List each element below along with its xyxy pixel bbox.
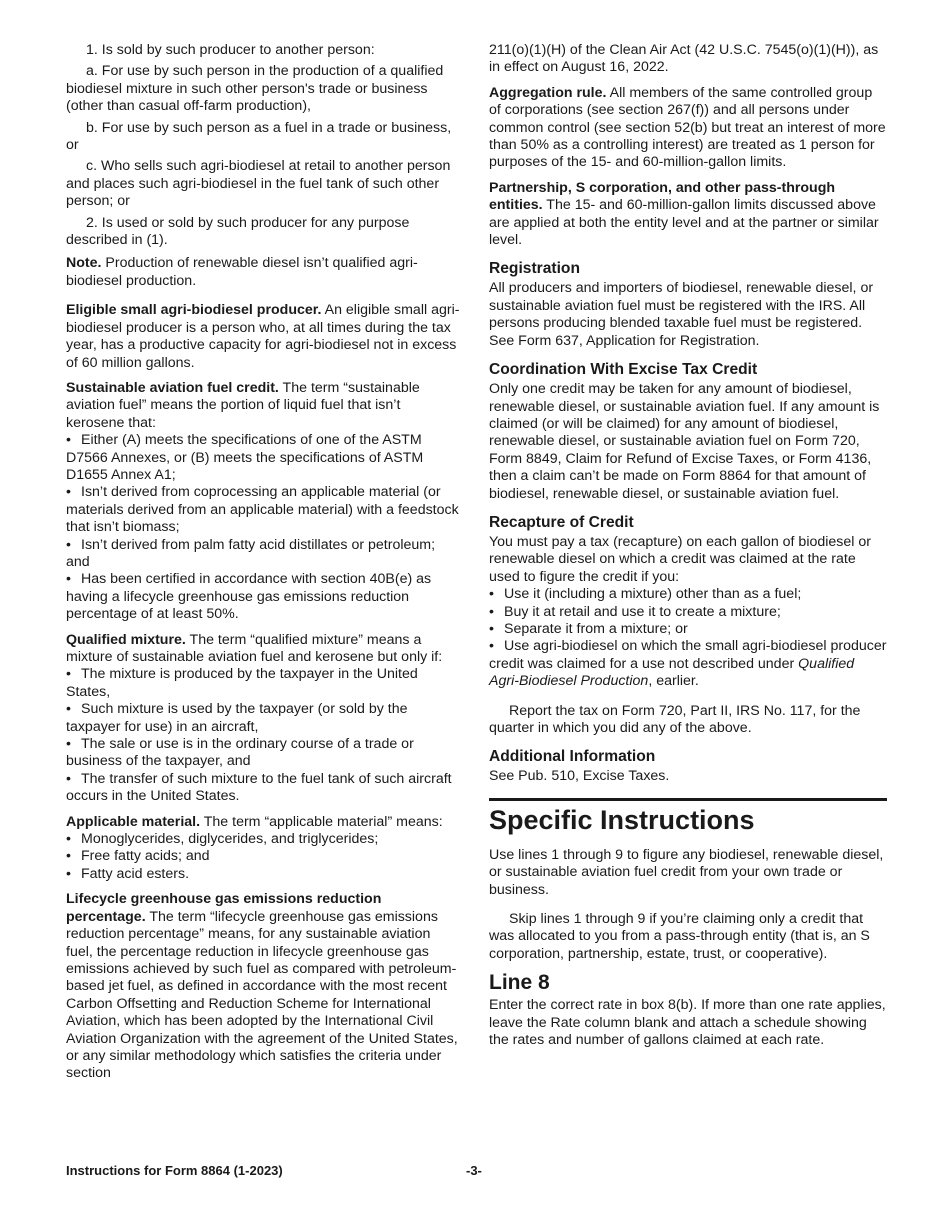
- cross-reference-italic: Qualified Agri-Biodiesel Production: [489, 655, 855, 690]
- list-item: • Either (A) meets the specifications of one of the ASTM D7566 Annexes, or (B) meets the specifications of ASTM D1655 Annex A1;: [66, 432, 424, 483]
- qualified-mixture-paragraph: [66, 632, 460, 667]
- additional-info-heading: Additional Information: [489, 748, 656, 766]
- saf-bullet-list: [66, 432, 460, 623]
- list-item-a: a. For use by such person in the production of a qualified biodiesel mixture in such other person's trade or business (other than casual off-farm production),: [66, 63, 444, 115]
- list-item: • Separate it from a mixture; or: [489, 620, 688, 637]
- bullet-icon: •: [66, 865, 71, 882]
- specific-instructions-heading: Specific Instructions: [489, 804, 755, 835]
- additional-info-paragraph: See Pub. 510, Excise Taxes.: [489, 768, 670, 785]
- partnership-text: The 15- and 60-million-gallon limits discussed above are applied at both the entity level and at the partner or similar level.: [489, 197, 879, 249]
- aggregation-label: Aggregation rule.: [489, 84, 607, 101]
- lifecycle-label: Lifecycle greenhouse gas emissions reduction percentage.: [66, 891, 382, 925]
- registration-heading: Registration: [489, 260, 580, 278]
- bullet-icon: •: [489, 620, 494, 637]
- bullet-icon: •: [66, 484, 71, 501]
- specific-instructions-paragraph-1: Use lines 1 through 9 to figure any biodiesel, renewable diesel, or sustainable aviation fuel credit from your own trade or business.: [489, 846, 884, 898]
- note-paragraph: [66, 255, 460, 290]
- aggregation-text: All members of the same controlled group of corporations (see section 267(f)) and all persons under common control (see section 52(b) but treat an interest of more than 50% as a controlling interest) are treated as 1 person for purposes of the 15- and 60-million-gallon limits.: [489, 84, 886, 171]
- saf-paragraph: [66, 380, 460, 432]
- recapture-bullet-list: [489, 586, 887, 690]
- bullet-icon: •: [66, 536, 71, 553]
- list-item: • Has been certified in accordance with section 40B(e) as having a lifecycle greenhouse gas emissions reduction percentage of at least 50%.: [66, 571, 432, 623]
- section-divider: [489, 798, 887, 801]
- list-item: • The transfer of such mixture to the fuel tank of such aircraft occurs in the United States.: [66, 770, 452, 805]
- note-label: Note.: [66, 255, 102, 272]
- bullet-icon: •: [66, 666, 71, 683]
- list-item: • Fatty acid esters.: [66, 865, 190, 882]
- recapture-heading: Recapture of Credit: [489, 513, 634, 531]
- partnership-paragraph: [489, 180, 887, 250]
- note-text: Production of renewable diesel isn’t qualified agri-biodiesel production.: [66, 255, 418, 289]
- specific-instructions-paragraph-2: Skip lines 1 through 9 if you’re claiming only a credit that was allocated to you from a pass-through entity (that is, an S corporation, partnership, estate, trust, or cooperative).: [489, 911, 870, 962]
- list-item: • The mixture is produced by the taxpayer in the United States,: [66, 666, 418, 700]
- lifecycle-text: The term “lifecycle greenhouse gas emissions reduction percentage” means, for any sustainable aviation fuel, the percentage reduction in lifecycle greenhouse gas emissions achieved by such fuel as compared with petroleum-based jet fuel, as defined in accordance with the most recent Carbon Offsetting and Reduction Scheme for International Aviation, which has been adopted by the International Civil Aviation Organization with the agreement of the United States, or any similar methodology which satisfies the criteria under section: [66, 908, 458, 1082]
- list-item: • Monoglycerides, diglycerides, and triglycerides;: [66, 831, 379, 848]
- bullet-icon: •: [66, 770, 71, 787]
- applicable-material-bullet-list: [66, 831, 460, 883]
- recapture-paragraph: You must pay a tax (recapture) on each gallon of biodiesel or renewable diesel on which a credit was claimed at the rate used to figure the credit if you:: [489, 533, 871, 585]
- footer-form-title: Instructions for Form 8864 (1-2023): [66, 1163, 283, 1178]
- partnership-label: Partnership, S corporation, and other pass-through entities.: [489, 179, 836, 214]
- qualified-mixture-bullet-list: [66, 666, 460, 805]
- qualified-mixture-text: The term “qualified mixture” means a mixture of sustainable aviation fuel and kerosene but only if:: [66, 631, 443, 665]
- list-item: • Such mixture is used by the taxpayer (or sold by the taxpayer for use) in an aircraft,: [66, 701, 408, 735]
- registration-paragraph: All producers and importers of biodiesel, renewable diesel, or sustainable aviation fuel must be registered with the IRS. All persons producing blended taxable fuel must be registered. See Form 637, Application for Registration.: [489, 280, 874, 349]
- bullet-icon: •: [66, 432, 71, 449]
- list-item: • The sale or use is in the ordinary course of a trade or business of the taxpayer, and: [66, 736, 414, 770]
- list-item: • Use agri-biodiesel on which the small agri-biodiesel producer credit was claimed for a use not described under Qualified Agri-Biodiesel Production, earlier.: [489, 638, 887, 690]
- right-column: [489, 42, 887, 1049]
- eligible-producer-text: An eligible small agri-biodiesel producer is a person who, at all times during the tax year, has a productive capacity for agri-biodiesel not in excess of 60 million gallons.: [66, 302, 460, 371]
- bullet-icon: •: [66, 848, 71, 865]
- line-8-paragraph: Enter the correct rate in box 8(b). If more than one rate applies, leave the Rate column blank and attach a schedule showing the rates and number of gallons claimed at each rate.: [489, 997, 886, 1049]
- page-footer: [66, 1162, 886, 1182]
- applicable-material-paragraph: [66, 814, 460, 831]
- bullet-icon: •: [66, 736, 71, 753]
- list-item: • Use it (including a mixture) other than as a fuel;: [489, 586, 802, 603]
- eligible-producer-label: Eligible small agri-biodiesel producer.: [66, 302, 322, 319]
- eligible-producer-paragraph: [66, 302, 460, 372]
- coordination-heading: Coordination With Excise Tax Credit: [489, 361, 758, 379]
- qualified-mixture-label: Qualified mixture.: [66, 631, 186, 648]
- bullet-icon: •: [66, 571, 71, 588]
- lifecycle-paragraph: [66, 891, 460, 1082]
- list-item-b: b. For use by such person as a fuel in a trade or business, or: [66, 119, 452, 154]
- line-8-heading: Line 8: [489, 971, 550, 995]
- left-column: [66, 42, 460, 1083]
- list-item: • Isn’t derived from coprocessing an applicable material (or materials derived from an applicable material) with a feedstock that isn’t biomass;: [66, 484, 459, 536]
- applicable-material-label: Applicable material.: [66, 813, 201, 830]
- bullet-icon: •: [66, 831, 71, 848]
- list-item-2: 2. Is used or sold by such producer for any purpose described in (1).: [66, 214, 410, 249]
- list-item: • Free fatty acids; and: [66, 848, 210, 865]
- list-item-1: 1. Is sold by such producer to another person:: [86, 42, 375, 58]
- report-paragraph: Report the tax on Form 720, Part II, IRS No. 117, for the quarter in which you did any of the above.: [489, 702, 861, 736]
- coordination-paragraph: Only one credit may be taken for any amount of biodiesel, renewable diesel, or sustainable aviation fuel. If any amount is claimed (or will be claimed) for any amount of biodiesel, renewable diesel, or sustainable aviation fuel on Form 720, Form 8849, Claim for Refund of Excise Taxes, or Form 4136, then a claim can’t be made on Form 8864 for that amount of biodiesel, renewable diesel, or sustainable aviation fuel.: [489, 381, 880, 502]
- bullet-icon: •: [489, 586, 494, 603]
- aggregation-paragraph: [489, 85, 887, 172]
- saf-label: Sustainable aviation fuel credit.: [66, 379, 279, 396]
- bullet-icon: •: [489, 603, 494, 620]
- bullet-icon: •: [489, 638, 494, 655]
- list-item: • Isn’t derived from palm fatty acid distillates or petroleum; and: [66, 536, 436, 570]
- list-item: • Buy it at retail and use it to create a mixture;: [489, 603, 781, 620]
- page-number: -3-: [466, 1163, 482, 1178]
- list-item-c: c. Who sells such agri-biodiesel at retail to another person and places such agri-biodiesel in the fuel tank of such other person; or: [66, 158, 451, 210]
- continued-paragraph: 211(o)(1)(H) of the Clean Air Act (42 U.S.C. 7545(o)(1)(H)), as in effect on August 16, 2022.: [489, 42, 879, 76]
- applicable-material-text: The term “applicable material” means:: [200, 813, 443, 830]
- saf-text: The term “sustainable aviation fuel” means the portion of liquid fuel that isn’t kerosene that:: [66, 379, 420, 431]
- bullet-icon: •: [66, 701, 71, 718]
